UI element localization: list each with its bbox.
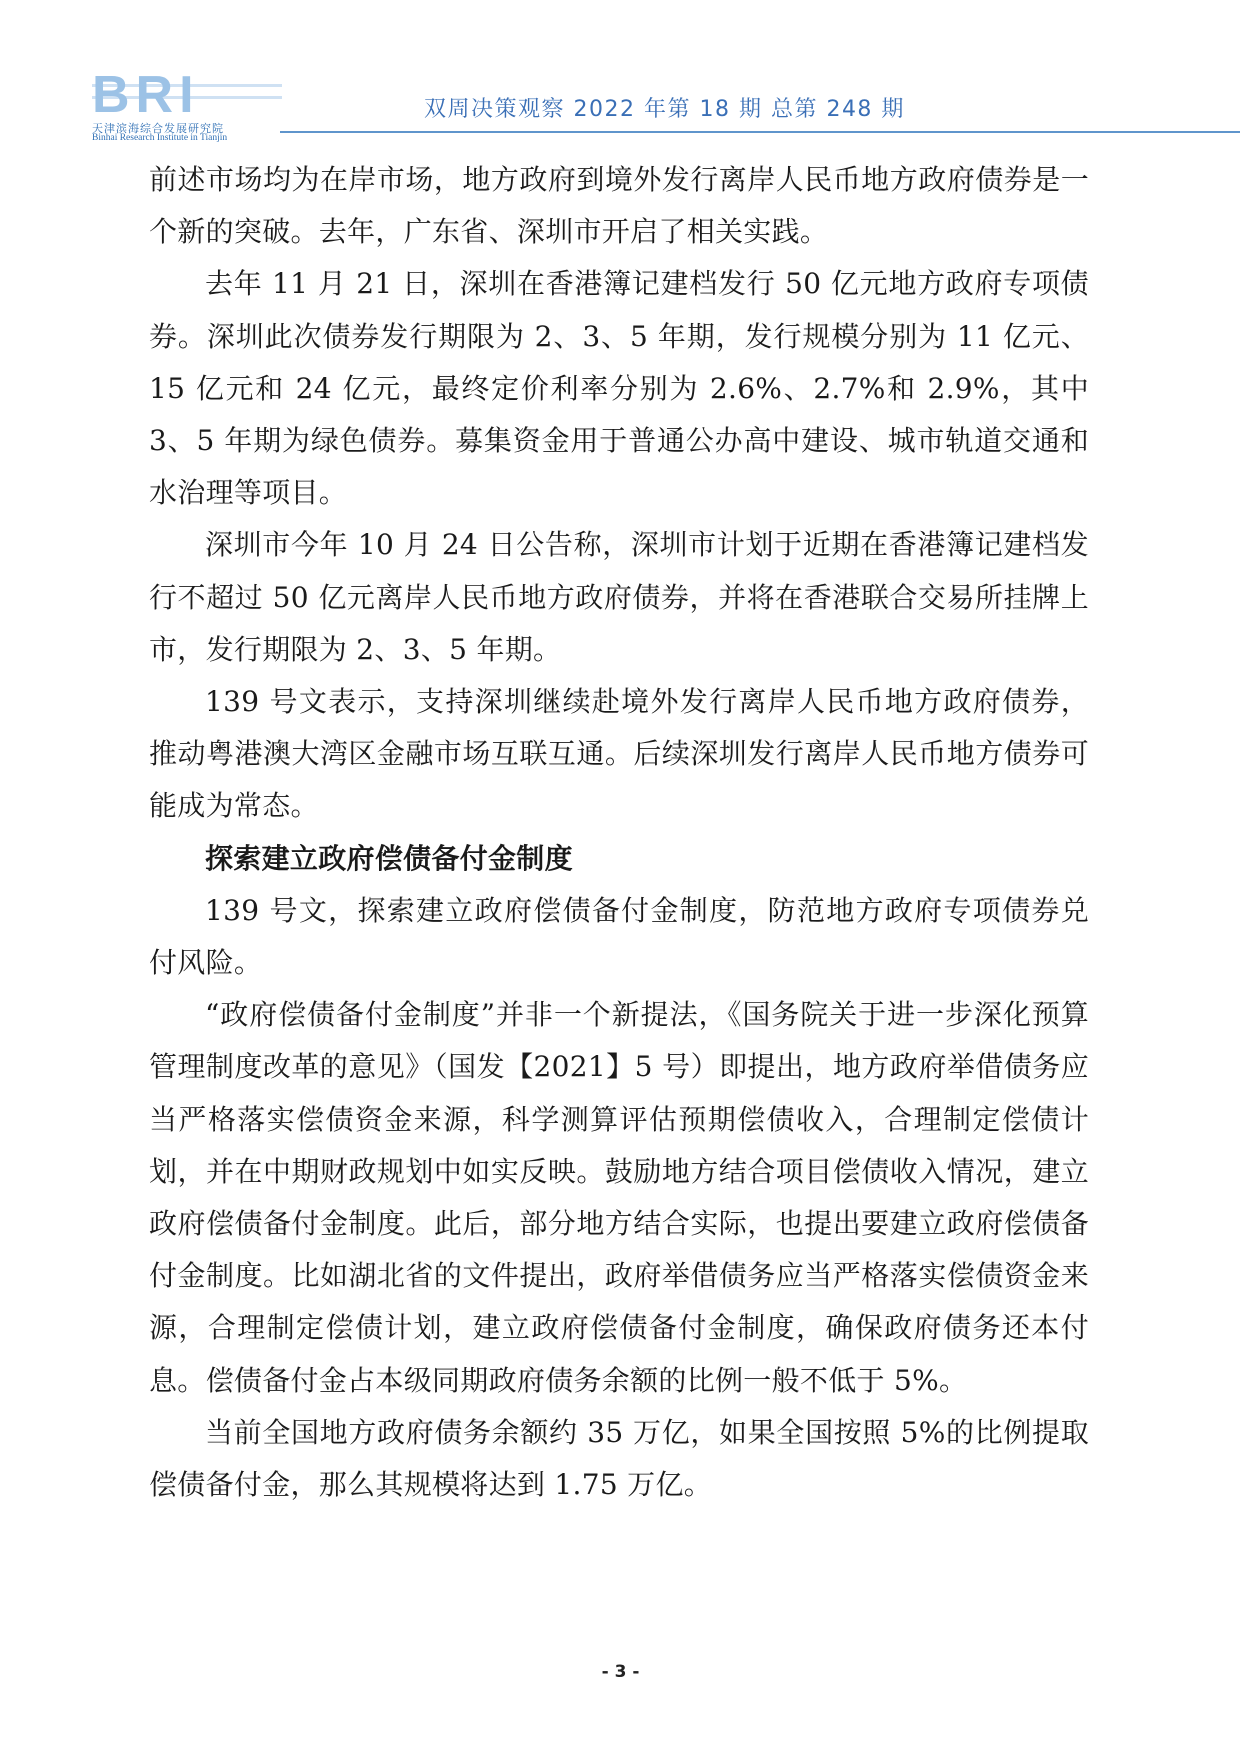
- paragraph: 深圳市今年 10 月 24 日公告称，深圳市计划于近期在香港簿记建档发行不超过 50 亿元离岸人民币地方政府债券，并将在香港联合交易所挂牌上市，发行期限为 2、3、5 年期。: [149, 528, 1089, 666]
- logo-subtitle-cn: 天津滨海综合发展研究院: [92, 122, 224, 135]
- header-divider: [280, 131, 1240, 133]
- paragraph: 139 号文表示，支持深圳继续赴境外发行离岸人民币地方政府债券，推动粤港澳大湾区金融市场互联互通。后续深圳发行离岸人民币地方债券可能成为常态。: [149, 685, 1089, 823]
- logo-subtitle-en: Binhai Research Institute in Tianjin: [92, 133, 228, 143]
- article-body: [149, 154, 1089, 1511]
- paragraph: 139 号文，探索建立政府偿债备付金制度，防范地方政府专项债券兑付风险。: [149, 893, 1089, 980]
- section-heading: 探索建立政府偿债备付金制度: [205, 841, 573, 875]
- paragraph: 去年 11 月 21 日，深圳在香港簿记建档发行 50 亿元地方政府专项债券。深圳此次债券发行期限为 2、3、5 年期，发行规模分别为 11 亿元、15 亿元和 24 亿元，最终定价利率分别为 2.6%、2.7%和 2.9%，其中 3、5 年期为绿色债券。募集资金用于普通公办高中建设、城市轨道交通和水治理等项目。: [149, 267, 1089, 510]
- bri-logo-mark: [92, 70, 282, 118]
- paragraph: 当前全国地方政府债务余额约 35 万亿，如果全国按照 5%的比例提取偿债备付金，那么其规模将达到 1.75 万亿。: [149, 1415, 1089, 1502]
- issue-title: 双周决策观察 2022 年第 18 期 总第 248 期: [424, 97, 905, 122]
- svg-text:BRI: BRI: [92, 70, 200, 118]
- paragraph: “政府偿债备付金制度”并非一个新提法，《国务院关于进一步深化预算管理制度改革的意见》（国发【2021】5 号）即提出，地方政府举借债务应当严格落实偿债资金来源，科学测算评估预期偿债收入，合理制定偿债计划，并在中期财政规划中如实反映。鼓励地方结合项目偿债收入情况，建立政府偿债备付金制度。此后，部分地方结合实际，也提出要建立政府偿债备付金制度。比如湖北省的文件提出，政府举借债务应当严格落实偿债资金来源，合理制定偿债计划，建立政府偿债备付金制度，确保政府债务还本付息。偿债备付金占本级同期政府债务余额的比例一般不低于 5%。: [149, 998, 1089, 1397]
- paragraph: 前述市场均为在岸市场，地方政府到境外发行离岸人民币地方政府债券是一个新的突破。去年，广东省、深圳市开启了相关实践。: [149, 163, 1089, 249]
- bri-logo: [92, 70, 282, 143]
- page-number: - 3 -: [601, 1662, 640, 1682]
- page-header: [0, 0, 1241, 143]
